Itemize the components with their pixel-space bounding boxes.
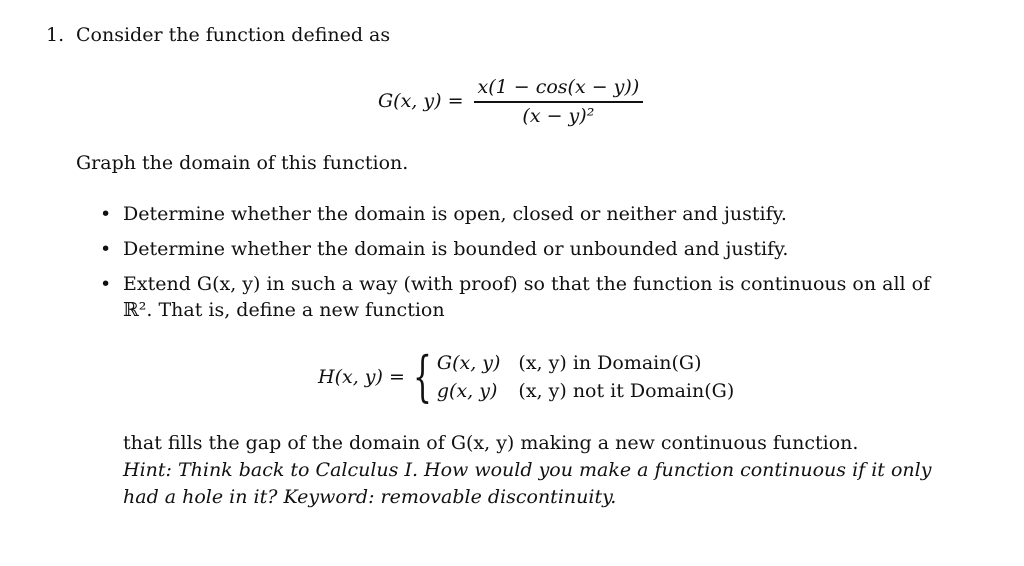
bullet-item-bounded: [100, 238, 788, 260]
bullet-continuation: ℝ². That is, define a new function: [123, 299, 445, 321]
case1-condition: (x, y) in Domain(G): [518, 352, 702, 374]
h-function-formula: [318, 345, 735, 408]
bullet-marker: •: [100, 238, 112, 260]
fill-gap-text: that fills the gap of the domain of G(x, y) making a new continuous function.: [123, 432, 859, 454]
problem-heading: [46, 24, 390, 46]
cases-brace: {: [412, 345, 432, 408]
bullet-marker: •: [100, 273, 112, 295]
bullet-item-extend: [100, 273, 930, 295]
hint-line-1: Hint: Think back to Calculus I. How would you make a function continuous if it only: [123, 459, 932, 481]
bullet-text: Determine whether the domain is bounded or unbounded and justify.: [123, 238, 789, 260]
piecewise-cases: [437, 352, 734, 402]
g-formula-denominator: (x − y)²: [522, 104, 595, 127]
bullet-text: Determine whether the domain is open, closed or neither and justify.: [123, 203, 787, 225]
problem-intro: Consider the function defined as: [76, 24, 391, 46]
g-formula-numerator: x(1 − cos(x − y)): [477, 76, 640, 98]
hint-line-2: had a hole in it? Keyword: removable discontinuity.: [123, 486, 617, 508]
case2-condition: (x, y) not it Domain(G): [518, 380, 735, 402]
h-formula-lhs: H(x, y) =: [318, 366, 405, 388]
problem-number: 1.: [46, 24, 65, 46]
graph-instruction: Graph the domain of this function.: [76, 152, 409, 174]
g-formula-fraction: [474, 76, 644, 127]
case2-value: g(x, y): [436, 380, 498, 402]
g-function-formula: [378, 76, 643, 127]
bullet-text: Extend G(x, y) in such a way (with proof) so that the function is continuous on all of: [123, 273, 931, 295]
bullet-item-open-closed: [100, 203, 787, 225]
bullet-marker: •: [100, 203, 112, 225]
g-formula-lhs: G(x, y) =: [378, 90, 464, 113]
case1-value: G(x, y): [436, 352, 501, 374]
